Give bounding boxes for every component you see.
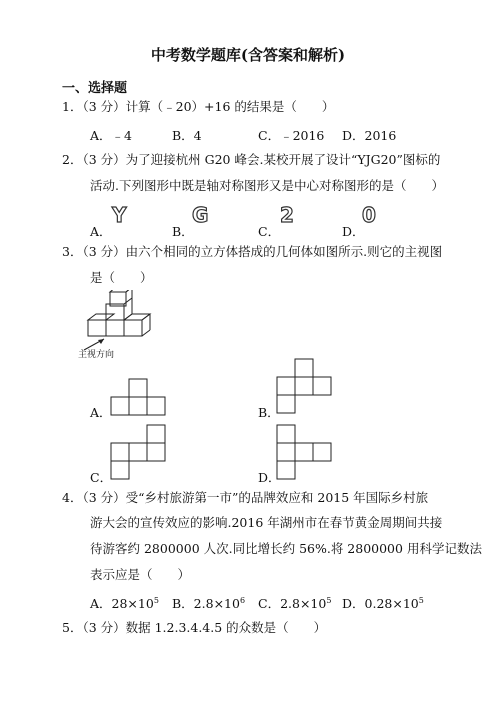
q3-option-b-figure [276,358,334,416]
view-direction-label: 主视方向 [78,350,115,360]
question-4-line-1: 4．（3 分）受“乡村旅游第一市”的品牌效应和 2015 年国际乡村旅 [62,490,429,505]
q2-option-a-label: A． [90,224,112,239]
question-3-line-2: 是（ ） [90,270,153,285]
q1-option-c: C．﹣2016 [258,128,325,143]
q1-option-a: A．﹣4 [90,128,132,143]
q3-option-a-figure [110,378,168,416]
question-4-line-3: 待游客约 2800000 人次.同比增长约 56%.将 2800000 用科学记数法 [90,541,482,556]
q3-option-c-figure [110,424,168,482]
page-title: 中考数学题库(含答案和解析) [150,46,346,64]
question-3-line-1: 3．（3 分）由六个相同的立方体搭成的几何体如图所示.则它的主视图 [62,244,443,259]
question-4-line-4: 表示应是（ ） [90,567,191,582]
question-1: 1．（3 分）计算（﹣20）+16 的结果是（ ） [62,99,335,114]
question-4-line-2: 游大会的宣传效应的影响.2016 年湖州市在春节黄金周期间共接 [90,515,443,530]
question-2-line-1: 2．（3 分）为了迎接杭州 G20 峰会.某校开展了设计“YJG20”图标的 [62,152,441,167]
q1-option-d: D．2016 [342,128,397,143]
q2-option-d-glyph: 0 [362,203,376,227]
section-heading: 一、选择题 [62,81,128,96]
question-5: 5．（3 分）数据 1.2.3.4.4.5 的众数是（ ） [62,620,327,635]
q2-option-c-label: C． [258,224,281,239]
question-2-line-2: 活动.下列图形中既是轴对称图形又是中心对称图形的是（ ） [90,178,444,193]
q3-option-b-label: B． [258,405,280,420]
q2-option-b-label: B． [172,224,194,239]
q3-option-a-label: A． [90,405,112,420]
q4-option-d: D．$0.28\times 10^5$ [342,595,424,611]
q4-option-a: A．$28\times 10^5$ [90,595,159,611]
q2-option-d-label: D． [342,224,365,239]
q1-option-b: B．4 [172,128,202,143]
q2-option-a-glyph: Y [112,203,127,227]
q4-option-b: B．$2.8\times 10^6$ [172,595,246,611]
q3-option-d-figure [276,424,334,482]
q2-option-b-glyph: G [192,203,209,227]
q4-option-c: C．$2.8\times 10^5$ [258,595,332,611]
q3-option-d-label: D． [258,470,281,485]
q3-option-c-label: C． [90,470,113,485]
q2-option-c-glyph: 2 [280,203,294,227]
